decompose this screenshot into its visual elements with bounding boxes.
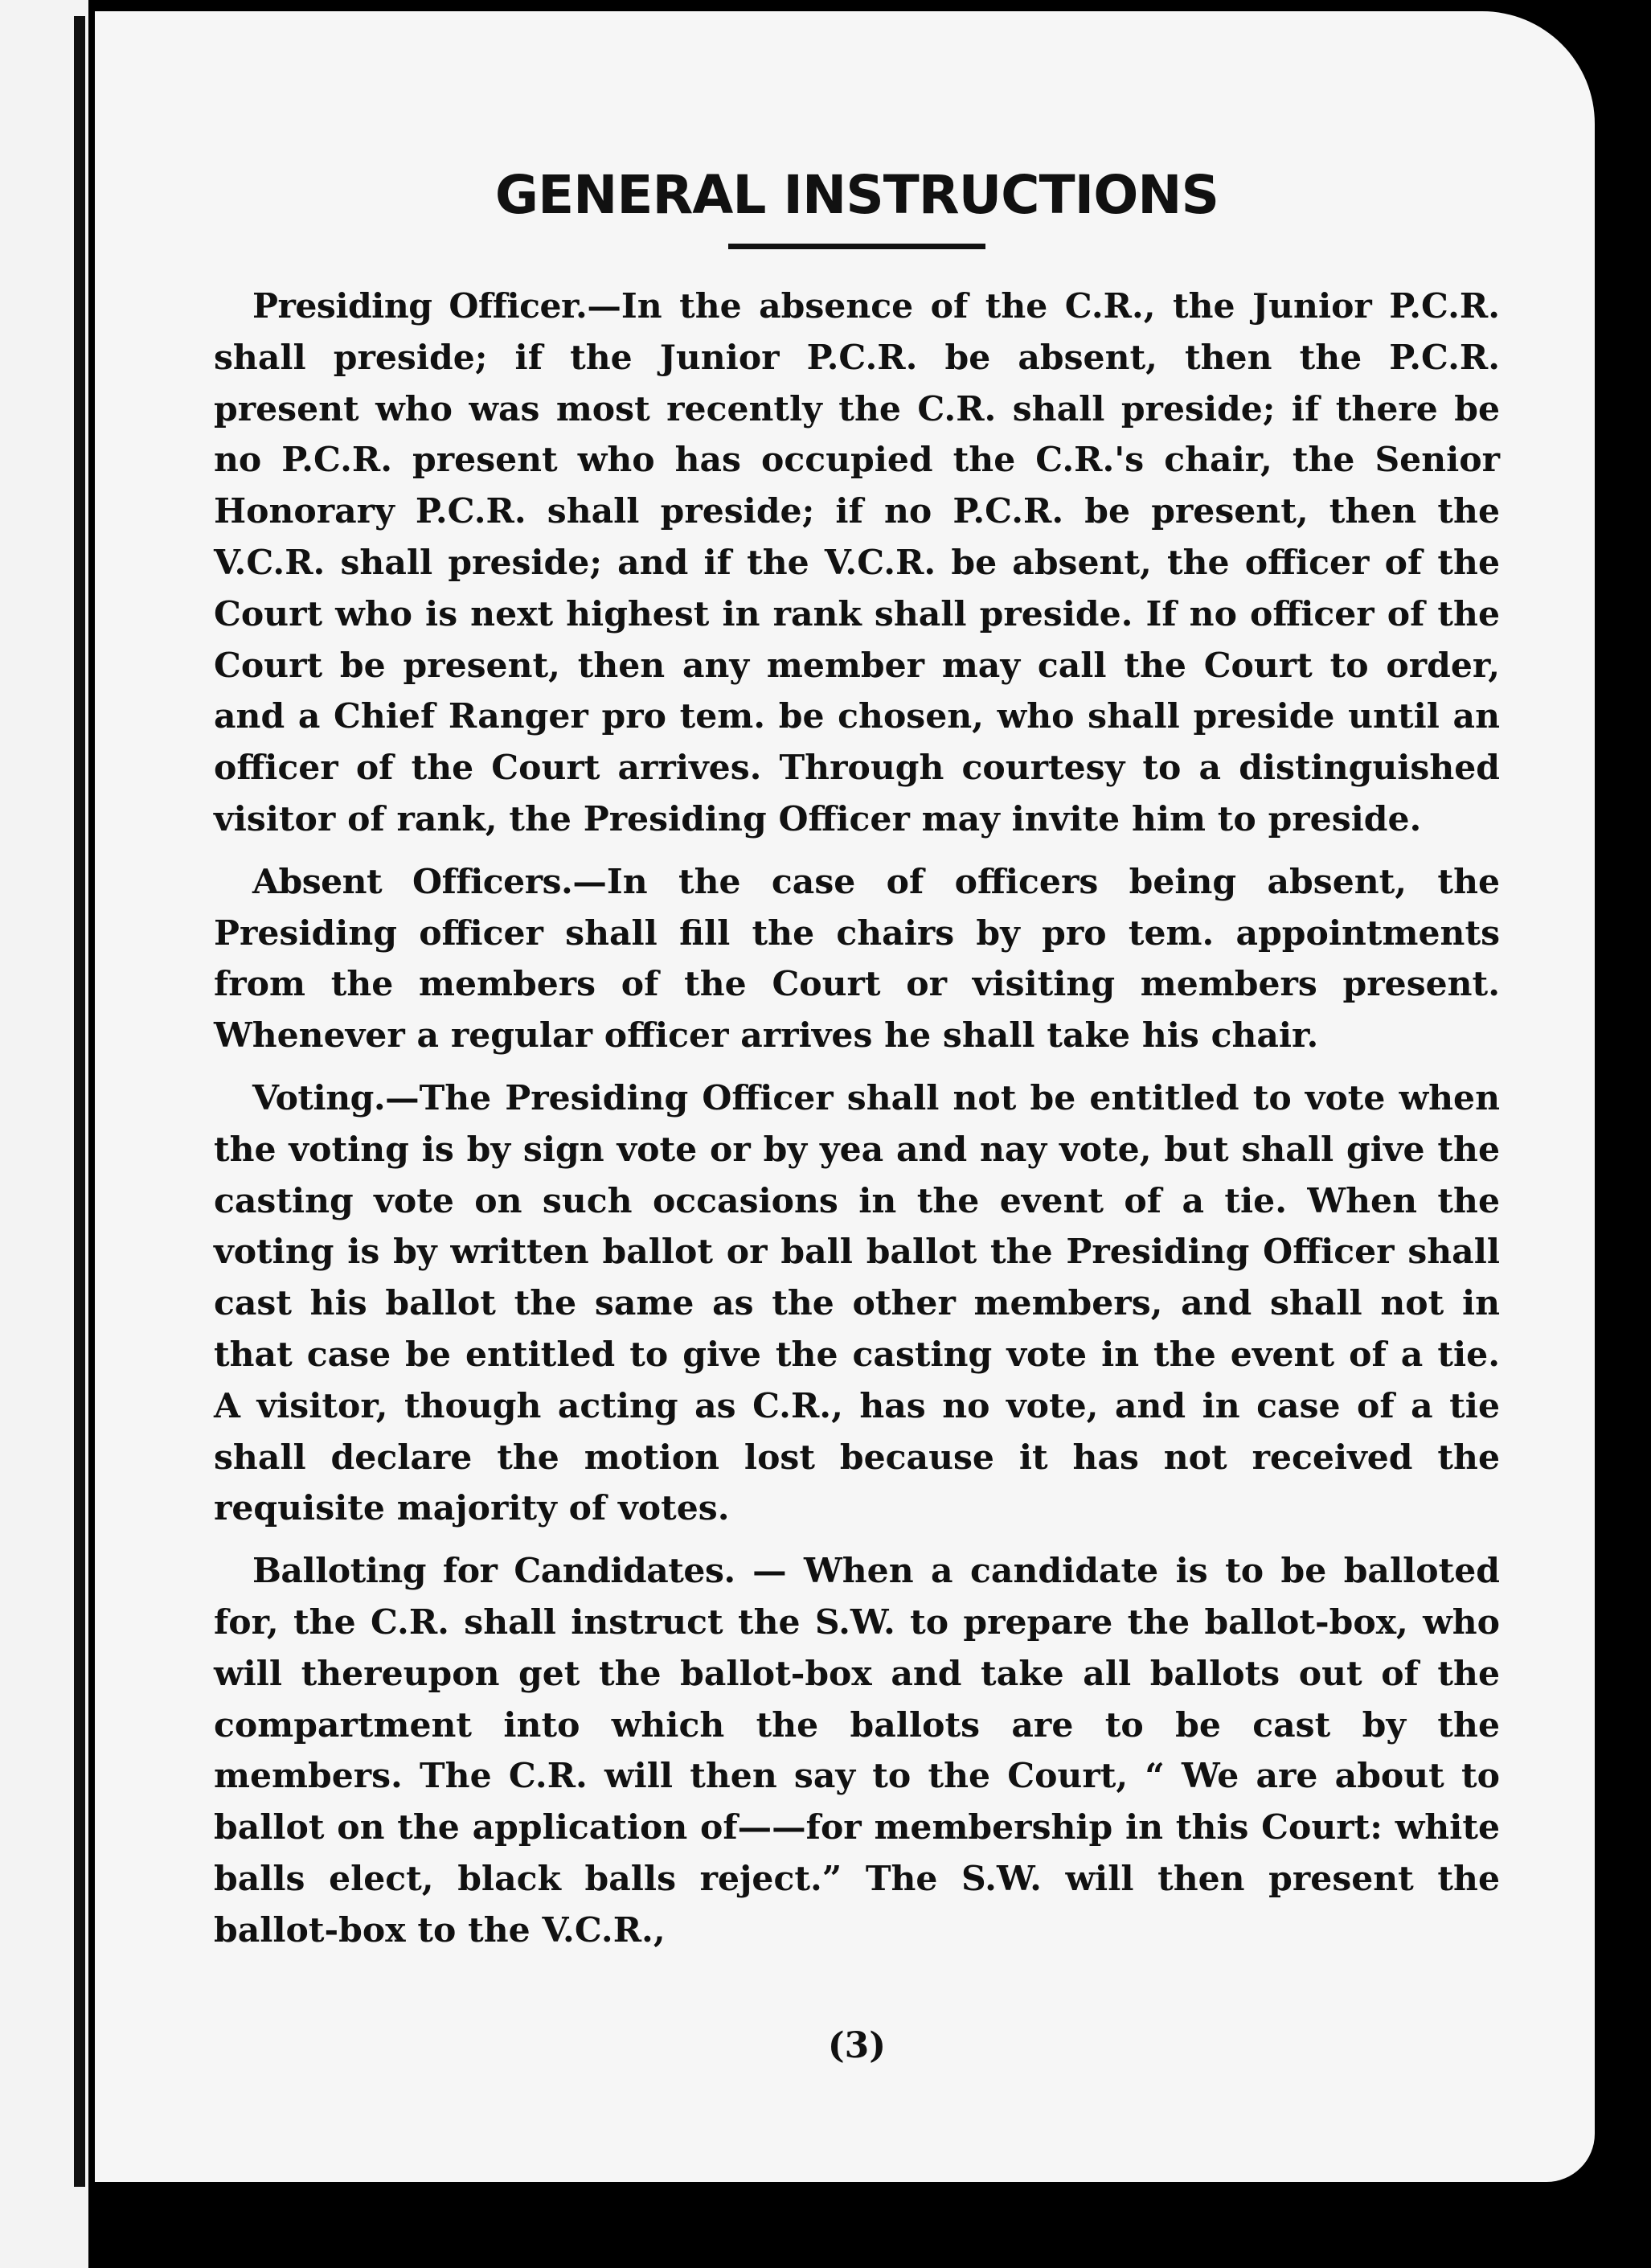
book-page: [95, 11, 1595, 2182]
section-heading: Balloting for Candidates.: [252, 1551, 735, 1592]
page-title: GENERAL INSTRUCTIONS: [494, 164, 1219, 226]
section-heading: Voting.: [252, 1077, 386, 1118]
page-content: [214, 164, 1501, 2066]
book-spine: [74, 16, 85, 2187]
section-voting: [214, 1073, 1500, 1535]
title-rule: [728, 244, 985, 249]
section-heading: Presiding Officer.: [252, 286, 588, 326]
section-presiding-officer: [214, 281, 1500, 846]
section-text: — When a candidate is to be balloted for, the C.R. shall instruct the S.W. to prepare the ballot-box, who will thereupon get the ballot-box and take all ballots out of the compartment into which the ballots are to be cast by the members. The C.R. will then say to the Court, “ We are about to ballot on the application of——for membership in this Court: white balls elect, black balls reject.” The S.W. will then present the ballot-box to the V.C.R.,: [214, 1551, 1500, 1950]
section-absent-officers: [214, 857, 1500, 1062]
section-heading: Absent Officers.: [252, 861, 573, 902]
page-number: (3): [827, 2025, 887, 2066]
section-text: —In the case of officers being absent, the Presiding officer shall fill the chairs by pro tem. appointments from the members of the Court or visiting members present. Whenever a regular officer arrives he shall take his chair.: [214, 861, 1501, 1056]
section-text: —In the absence of the C.R., the Junior P.C.R. shall preside; if the Junior P.C.R. be absent, then the P.C.R. present who was most recently the C.R. shall preside; if there be no P.C.R. present who has occupied the C.R.'s chair, the Senior Honorary P.C.R. shall preside; if no P.C.R. be present, then the V.C.R. shall preside; and if the V.C.R. be absent, the officer of the Court who is next highest in rank shall preside. If no officer of the Court be present, then any member may call the Court to order, and a Chief Ranger pro tem. be chosen, who shall preside until an officer of the Court arrives. Through courtesy to a distinguished visitor of rank, the Presiding Officer may invite him to preside.: [214, 286, 1500, 839]
section-balloting: [214, 1546, 1500, 1956]
section-text: —The Presiding Officer shall not be entitled to vote when the voting is by sign vote or by yea and nay vote, but shall give the casting vote on such occasions in the event of a tie. When the voting is by written ballot or ball ballot the Presiding Officer shall cast his ballot the same as the other members, and shall not in that case be entitled to give the casting vote in the event of a tie. A visitor, though acting as C.R., has no vote, and in case of a tie shall declare the motion lost because it has not received the requisite majority of votes.: [214, 1077, 1500, 1529]
